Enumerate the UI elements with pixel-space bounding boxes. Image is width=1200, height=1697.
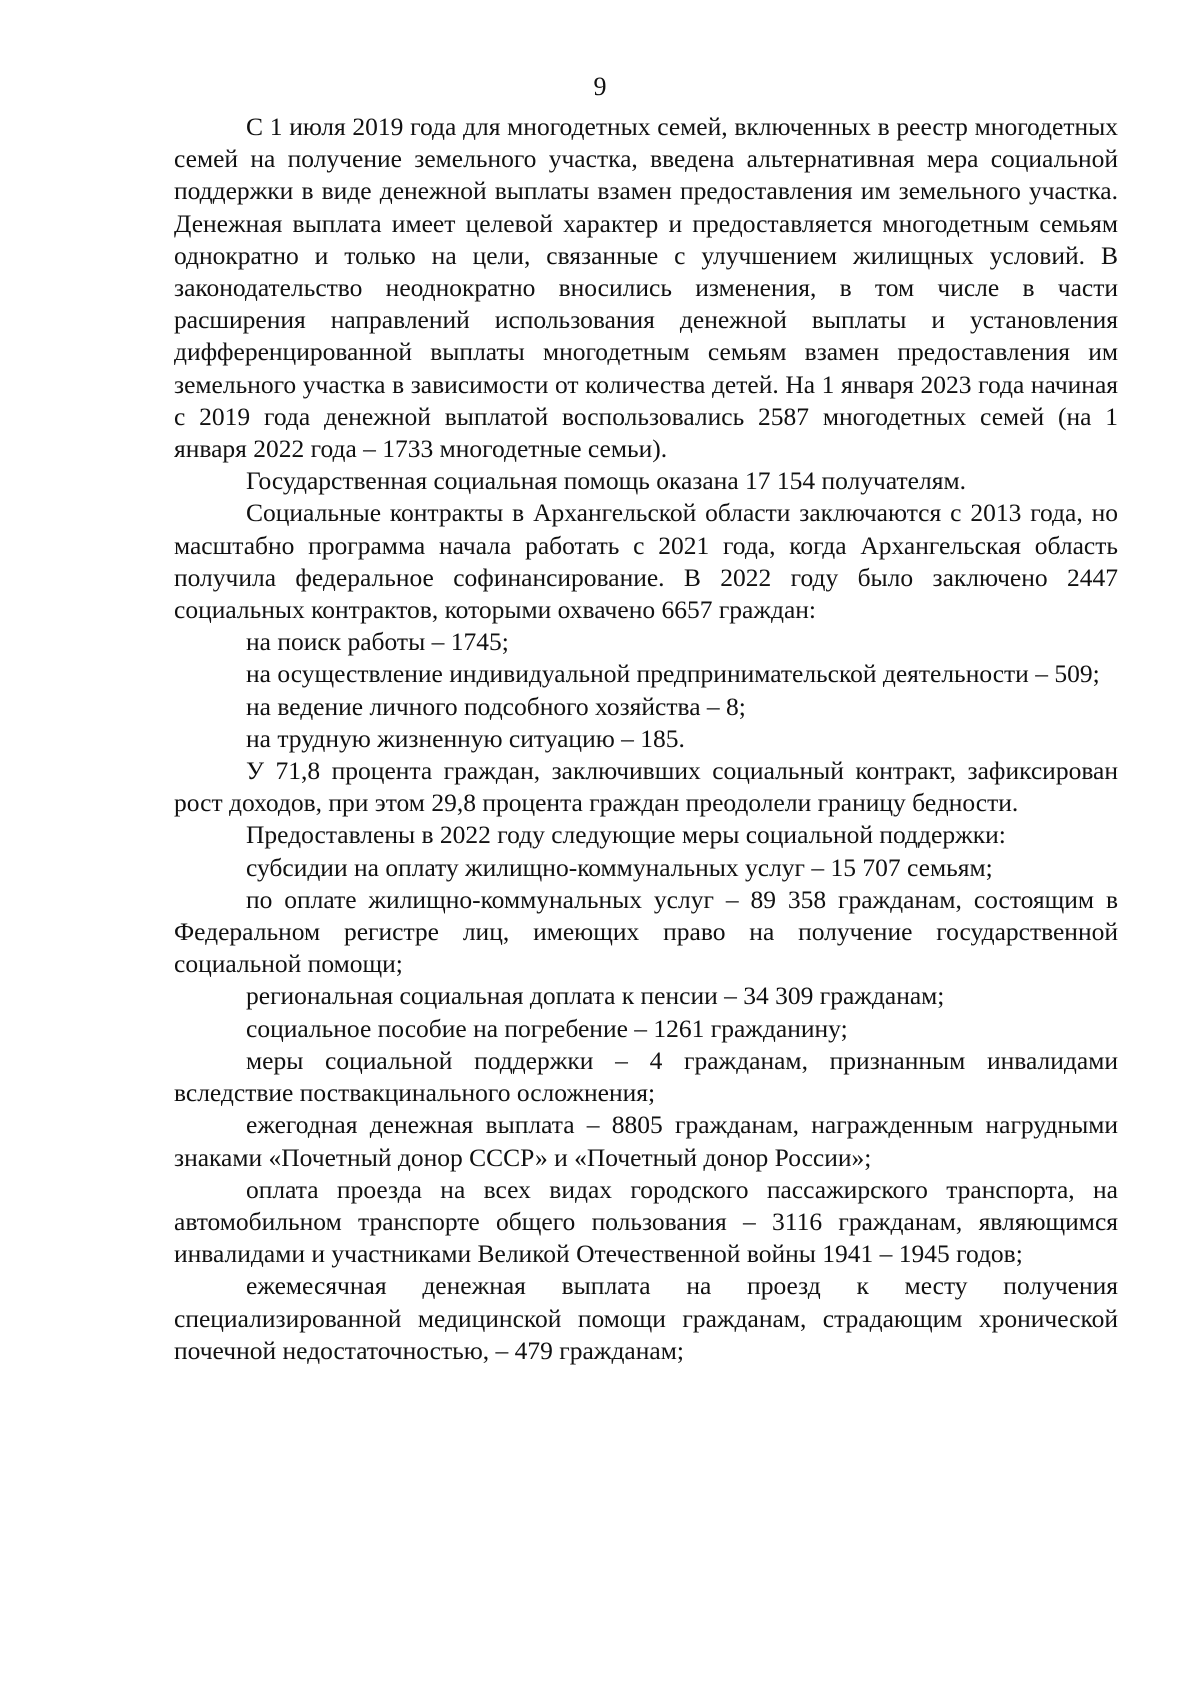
list-item-transport-payment: оплата проезда на всех видах городского пассажирского транспорта, на автомобильном транспорте общего пользования – 3116 гражданам, являющимся инвалидами и участниками Великой Отечественной войны 1941 – 1945 годов;	[174, 1174, 1118, 1269]
paragraph-state-social-aid: Государственная социальная помощь оказана 17 154 получателям.	[246, 466, 966, 496]
document-body	[174, 111, 1118, 1367]
list-item-donor-payment: ежегодная денежная выплата – 8805 гражданам, награжденным нагрудными знаками «Почетный донор СССР» и «Почетный донор России»;	[174, 1110, 1118, 1172]
list-item-funeral-allowance: социальное пособие на погребение – 1261 гражданину;	[246, 1013, 848, 1043]
list-item-household-farm: на ведение личного подсобного хозяйства – 8;	[246, 691, 746, 721]
paragraph-support-measures-intro: Предоставлены в 2022 году следующие меры социальной поддержки:	[246, 820, 1006, 850]
paragraph-social-contracts: Социальные контракты в Архангельской области заключаются с 2013 года, но масштабно программа начала работать с 2021 года, когда Архангельская область получила федеральное софинансирование. В 2022 году было заключено 2447 социальных контрактов, которыми охвачено 6657 граждан:	[174, 498, 1118, 625]
paragraph-income-growth: У 71,8 процента граждан, заключивших социальный контракт, зафиксирован рост доходов, при этом 29,8 процента граждан преодолели границу бедности.	[174, 756, 1118, 818]
list-item-hard-life-situation: на трудную жизненную ситуацию – 185.	[246, 723, 685, 753]
list-item-pension-supplement: региональная социальная доплата к пенсии – 34 309 гражданам;	[246, 981, 945, 1011]
list-item-utility-subsidies: субсидии на оплату жилищно-коммунальных услуг – 15 707 семьям;	[246, 852, 993, 882]
paragraph-family-land-payment: С 1 июля 2019 года для многодетных семей, включенных в реестр многодетных семей на получение земельного участка, введена альтернативная мера социальной поддержки в виде денежной выплаты взамен предоставления им земельного участка. Денежная выплата имеет целевой характер и предоставляется многодетным семьям однократно и только на цели, связанные с улучшением жилищных условий. В законодательство неоднократно вносились изменения, в том числе в части расширения направлений использования денежной выплаты и установления дифференцированной выплаты многодетным семьям взамен предоставления им земельного участка в зависимости от количества детей. На 1 января 2023 года начиная с 2019 года денежной выплатой воспользовались 2587 многодетных семей (на 1 января 2022 года – 1733 многодетные семьи).	[174, 112, 1118, 464]
list-item-utility-payment-register: по оплате жилищно-коммунальных услуг – 89 358 гражданам, состоящим в Федеральном регистре лиц, имеющих право на получение государственной социальной помощи;	[174, 884, 1118, 979]
list-item-medical-travel-payment: ежемесячная денежная выплата на проезд к месту получения специализированной медицинской помощи гражданам, страдающим хронической почечной недостаточностью, – 479 гражданам;	[174, 1271, 1118, 1365]
page-number: 9	[593, 72, 607, 101]
list-item-job-search: на поиск работы – 1745;	[246, 627, 509, 657]
list-item-post-vaccination: меры социальной поддержки – 4 гражданам, признанным инвалидами вследствие поствакцинального осложнения;	[174, 1045, 1118, 1108]
list-item-entrepreneurship: на осуществление индивидуальной предпринимательской деятельности – 509;	[246, 659, 1100, 689]
